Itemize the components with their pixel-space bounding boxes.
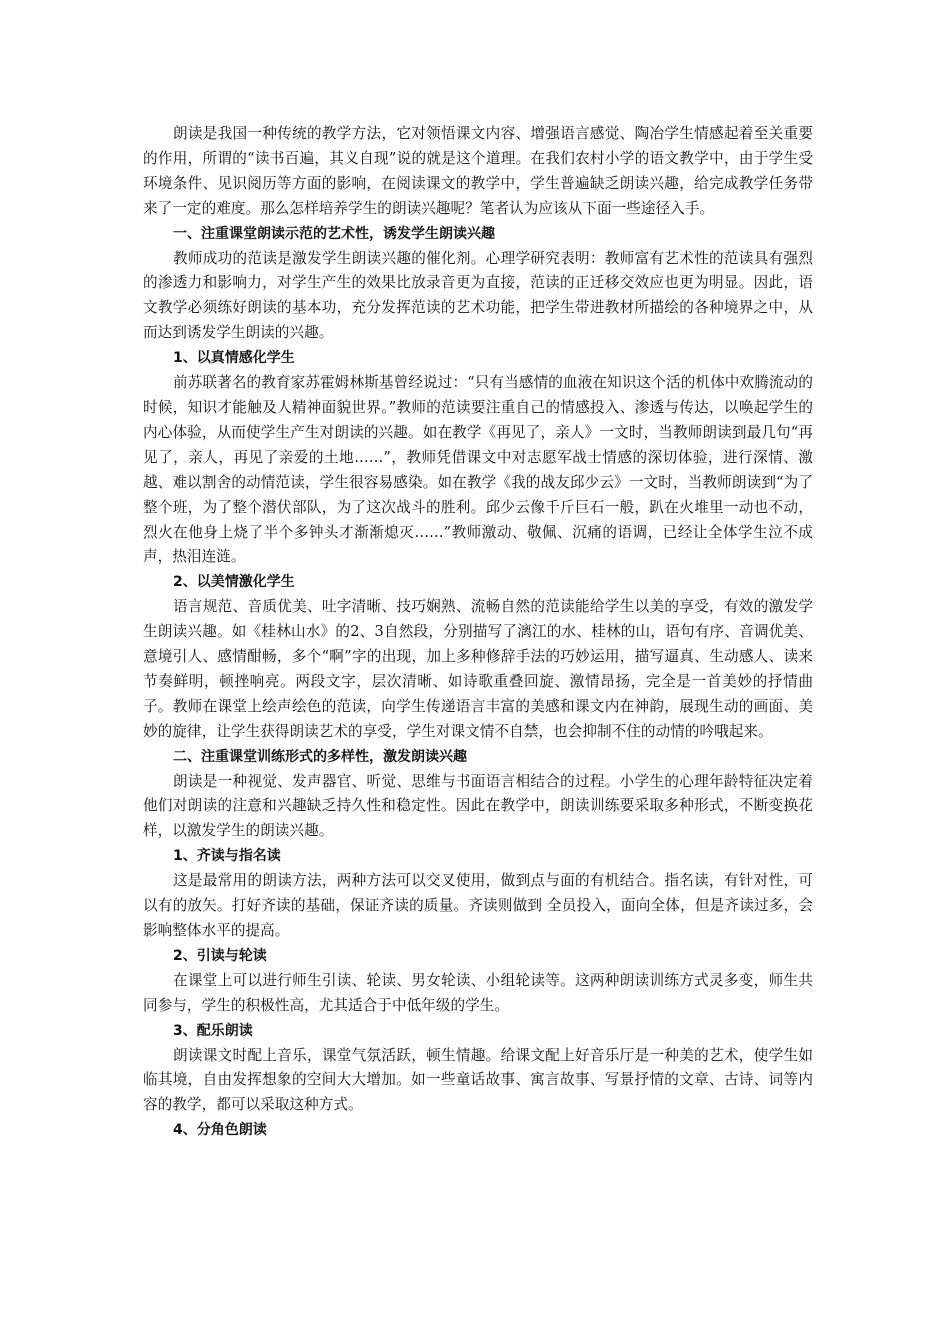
subsection-1-2-paragraph: 语言规范、音质优美、吐字清晰、技巧娴熟、流畅自然的范读能给学生以美的享受，有效的激发学生朗读兴趣。如《桂林山水》的2、3自然段，分别描写了漓江的水、桂林的山，语句有序、音调优美、意境引人、感情酣畅，多个“啊”字的出现，加上多种修辞手法的巧妙运用，描写逼真、生动感人、读来节奏鲜明，顿挫响亮。两段文字，层次清晰、如诗歌重叠回旋、激情昂扬，完全是一首美妙的抒情曲子。教师在课堂上绘声绘色的范读，向学生传递语言丰富的美感和课文内在神韵，展现生动的画面、美妙的旋律，让学生获得朗读艺术的享受，学生对课文情不自禁，也会抑制不住的动情的吟哦起来。: [143, 598, 813, 740]
subheading-2-4: 4、分角色朗读: [173, 1122, 267, 1139]
subheading-2-2: 2、引读与轮读: [173, 947, 267, 964]
subsection-2-1-paragraph: 这是最常用的朗读方法，两种方法可以交叉使用，做到点与面的有机结合。指名读，有针对性，可以有的放矢。打好齐读的基础，保证齐读的质量。齐读则做到 全员投入，面向全体，但是齐读过多，会影响整体水平的提高。: [143, 872, 813, 939]
subsection-2-2-paragraph: 在课堂上可以进行师生引读、轮读、男女轮读、小组轮读等。这两种朗读训练方式灵多变，师生共同参与，学生的积极性高，尤其适合于中低年级的学生。: [143, 971, 813, 1014]
section-2-paragraph: 朗读是一种视觉、发声器官、听觉、思维与书面语言相结合的过程。小学生的心理年龄特征决定着他们对朗读的注意和兴趣缺乏持久性和稳定性。因此在教学中，朗读训练要采取多种形式，不断变换花样，以激发学生的朗读兴趣。: [143, 772, 813, 840]
section-heading-1: 一、注重课堂朗读示范的艺术性，诱发学生朗读兴趣: [173, 225, 495, 242]
section-heading-2: 二、注重课堂训练形式的多样性，激发朗读兴趣: [173, 748, 467, 765]
subheading-2-3: 3、配乐朗读: [173, 1022, 253, 1039]
document-page: [143, 122, 813, 1143]
subheading-1-1: 1、以真情感化学生: [173, 350, 295, 367]
subsection-2-3-paragraph: 朗读课文时配上音乐，课堂气氛活跃，顿生情趣。给课文配上好音乐厅是一种美的艺术，使学生如临其境，自由发挥想象的空间大大增加。如一些童话故事、寓言故事、写景抒情的文章、古诗、词等内容的教学，都可以采取这种方式。: [143, 1046, 813, 1114]
subsection-1-1-paragraph: 前苏联著名的教育家苏霍姆林斯基曾经说过：“只有当感情的血液在知识这个活的机体中欢腾流动的时候，知识才能触及人精神面貌世界。”教师的范读要注重自己的情感投入、渗透与传达，以唤起学生的内心体验，从而使学生产生对朗读的兴趣。如在教学《再见了，亲人》一文时，当教师朗读到最几句“再见了，亲人，再见了亲爱的土地……”，教师凭借课文中对志愿军战士情感的深切体验，进行深情、激越、难以割舍的动情范读，学生很容易感染。如在教学《我的战友邱少云》一文时，当教师朗读到“为了整个班，为了整个潜伏部队，为了这次战斗的胜利。邱少云像千斤巨石一般，趴在火堆里一动也不动，烈火在他身上烧了半个多钟头才渐渐熄灭……”教师激动、敬佩、沉痛的语调，已经让全体学生泣不成声，热泪连涟。: [143, 374, 813, 566]
subheading-2-1: 1、齐读与指名读: [173, 848, 281, 865]
intro-paragraph: 朗读是我国一种传统的教学方法，它对领悟课文内容、增强语言感觉、陶冶学生情感起着至关重要的作用，所谓的“读书百遍，其义自现”说的就是这个道理。在我们农村小学的语文教学中，由于学生受环境条件、见识阅历等方面的影响，在阅读课文的教学中，学生普遍缺乏朗读兴趣，给完成教学任务带来了一定的难度。那么怎样培养学生的朗读兴趣呢？笔者认为应该从下面一些途径入手。: [143, 125, 813, 217]
subheading-1-2: 2、以美情激化学生: [173, 574, 295, 591]
section-1-paragraph: 教师成功的范读是激发学生朗读兴趣的催化剂。心理学研究表明：教师富有艺术性的范读具有强烈的渗透力和影响力，对学生产生的效果比放录音更为直接，范读的正迁移交效应也更为明显。因此，语文教学必须练好朗读的基本功，充分发挥范读的艺术功能，把学生带进教材所描绘的各种境界之中，从而达到诱发学生朗读的兴趣。: [143, 249, 813, 342]
